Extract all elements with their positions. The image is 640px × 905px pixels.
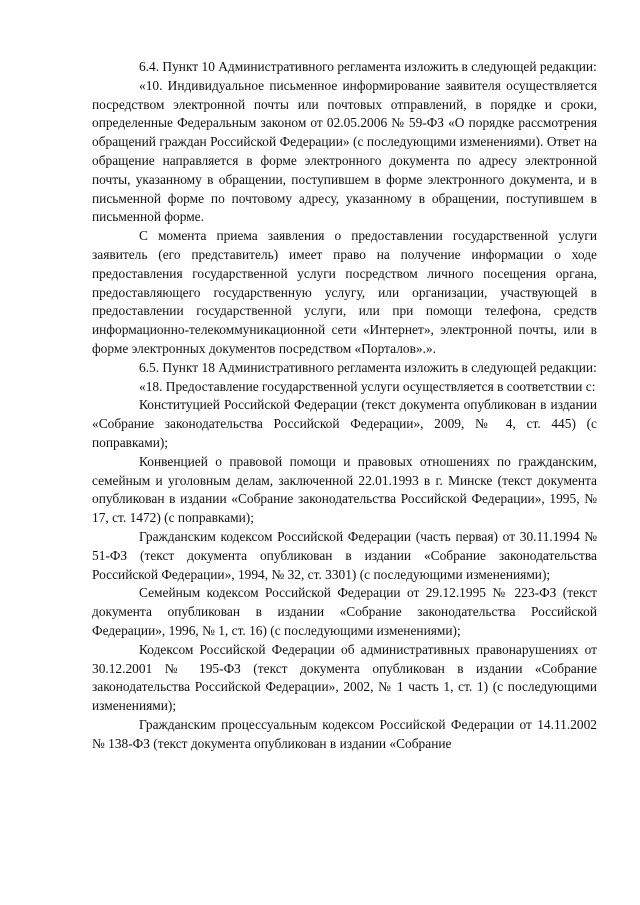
paragraph-civil-procedure-code: Гражданским процессуальным кодексом Российской Федерации от 14.11.2002 № 138-ФЗ (текст документа опубликован в издании «Собрание bbox=[92, 716, 597, 751]
paragraph-progress-info-right: С момента приема заявления о предоставлении государственной услуги заявитель (его представитель) имеет право на получение информации о ходе предоставления государственной услуги посредством личного посещения органа, предоставляющего государственную услугу, или организации, участвующей в предоставлении государственной услуги, или при помощи телефона, средств информационно-телекоммуникационной сети «Интернет», электронной почты, или в форме электронных документов посредством «Порталов».». bbox=[92, 228, 597, 356]
paragraph-6-5-heading: 6.5. Пункт 18 Административного регламента изложить в следующей редакции: bbox=[139, 359, 597, 375]
paragraph-administrative-code: Кодексом Российской Федерации об административных правонарушениях от 30.12.2001 № 195-ФЗ (текст документа опубликован в издании «Собрание законодательства Российской Федерации», 2002, № 1 часть 1, ст. 1) (с последующими изменениями); bbox=[92, 641, 597, 714]
paragraph-6-4-heading: 6.4. Пункт 10 Административного регламента изложить в следующей редакции: bbox=[139, 59, 597, 74]
paragraph-constitution: Конституцией Российской Федерации (текст документа опубликован в издании «Собрание законодательства Российской Федерации», 2009, № 4, ст. 445) (с поправками); bbox=[92, 397, 597, 450]
paragraph-civil-code: Гражданским кодексом Российской Федерации (часть первая) от 30.11.1994 № 51-ФЗ (текст документа опубликован в издании «Собрание законодательства Российской Федерации», 1994, № 32, ст. 3301) (с последующими изменениями); bbox=[92, 528, 597, 582]
paragraph-family-code: Семейным кодексом Российской Федерации от 29.12.1995 № 223-ФЗ (текст документа опубликован в издании «Собрание законодательства Российской Федерации», 1996, № 1, ст. 16) (с последующими изменениями); bbox=[92, 585, 597, 638]
paragraph-minsk-convention: Конвенцией о правовой помощи и правовых отношениях по гражданским, семейным и уголовным делам, заключенной 22.01.1993 в г. Минске (текст документа опубликован в издании «Собрание законодательства Российской Федерации», 1995, № 17, ст. 1472) (с поправками); bbox=[92, 453, 597, 526]
document-page bbox=[92, 58, 597, 753]
paragraph-clause-10-written-info: «10. Индивидуальное письменное информирование заявителя осуществляется посредством электронной почты или почтовых отправлений, в порядке и сроки, определенные Федеральным законом от 02.05.2006 № 59-ФЗ «О порядке рассмотрения обращений граждан Российской Федерации» (с последующими изменениями). Ответ на обращение направляется в форме электронного документа по адресу электронной почты, указанному в обращении, поступившем в форме электронного документа, и в письменной форме по почтовому адресу, указанному в обращении, поступившем в письменной форме. bbox=[92, 77, 597, 225]
paragraph-clause-18-intro: «18. Предоставление государственной услуги осуществляется в соответствии с: bbox=[139, 378, 596, 394]
